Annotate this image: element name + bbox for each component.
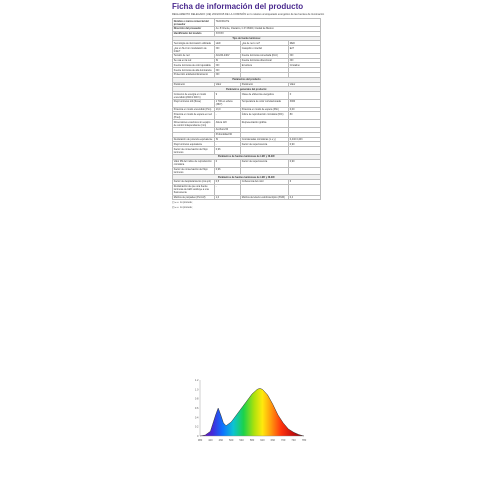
table-row — [173, 167, 321, 175]
table-cell — [241, 184, 289, 195]
table-cell: Parámetro — [173, 82, 215, 87]
table-cell: - — [215, 112, 241, 120]
table-cell — [289, 120, 321, 128]
table-row — [173, 195, 321, 200]
table-row — [173, 112, 321, 120]
table-cell: Parámetros del producto — [173, 77, 321, 82]
table-cell: Índice de reproducción cromática (IRC) — [241, 112, 289, 120]
table-cell: AC220-240V — [215, 53, 241, 58]
table-cell: NO — [215, 63, 241, 68]
table-cell: Se usa en la red — [173, 58, 215, 63]
table-cell: 0,5 — [215, 180, 241, 185]
y-tick-label: 0.6 — [194, 407, 199, 410]
x-tick-label: 620 — [260, 439, 265, 442]
table-cell: Parámetro — [241, 82, 289, 87]
table-cell: Identificador del modelo — [173, 31, 215, 36]
x-tick-label: 460 — [218, 439, 223, 442]
x-tick-label: 500 — [229, 439, 234, 442]
table-cell: Nombre o marca comercial del proveedor — [173, 19, 215, 27]
table-cell: Valor — [289, 82, 321, 87]
table-cell — [289, 167, 321, 175]
table-row — [173, 147, 321, 155]
table-cell: NO — [215, 46, 241, 54]
table-cell: Fuente luminosa direccional — [241, 58, 289, 63]
table-cell: ¿Es un SLU sin modulación de brillo? — [173, 46, 215, 54]
table-cell: Métrica de parpadeo (Pst LM) — [173, 195, 215, 200]
table-cell: Casquillo o interfaz — [241, 46, 289, 54]
table-row — [173, 92, 321, 100]
table-cell: Dimensiones exteriores sin equipo de control independiente (mm) — [173, 120, 215, 128]
y-tick-label: 0.4 — [194, 416, 199, 420]
table-cell: 0,90 — [289, 159, 321, 167]
table-cell: SÍ — [215, 58, 241, 63]
table-cell: Temperatura de color correlacionada — [241, 99, 289, 107]
table-cell: 0,96 — [215, 147, 241, 155]
product-information-sheet — [172, 2, 328, 209]
table-cell: Métrica del efecto estroboscópico (SVM) — [241, 195, 289, 200]
table-cell: LED — [215, 41, 241, 46]
table-row — [173, 184, 321, 195]
y-tick-label: 1.0 — [194, 388, 199, 392]
table-cell: SÍ — [215, 137, 241, 142]
table-cell: Dirección del proveedor — [173, 26, 215, 31]
table-cell: Clase de eficiencia energética — [241, 92, 289, 100]
table-cell: E27 — [289, 46, 321, 54]
table-cell: F — [289, 92, 321, 100]
footnote: (²) «-»: no procede; — [172, 205, 193, 209]
table-cell: - — [215, 142, 241, 147]
table-cell: Potencia en modo de espera (Psb) — [241, 107, 289, 112]
x-tick-label: 580 — [249, 439, 255, 442]
table-cell: 3000 — [289, 99, 321, 107]
sheet-title: Ficha de información del producto — [172, 2, 304, 11]
table-cell: Tipo de fuente luminosa: — [173, 36, 321, 41]
x-tick-label: 540 — [239, 439, 244, 442]
table-cell: Cristalino — [289, 63, 321, 68]
table-cell: RED — [289, 41, 321, 46]
table-row — [173, 159, 321, 167]
table-cell: Parámetros de fuentes luminosas de LED y OLED: — [173, 175, 321, 180]
table-row — [173, 19, 321, 27]
table-cell: Factor de conservación del flujo luminoso — [173, 167, 215, 175]
x-tick-label: 700 — [281, 439, 286, 442]
table-cell: 9 — [215, 92, 241, 100]
y-tick-label: 0.2 — [194, 425, 199, 429]
table-cell: Parámetros generales del producto: — [173, 87, 321, 92]
table-cell: Factor de desplazamiento (cos φ1) — [173, 180, 215, 185]
table-cell: Flujo luminoso equivalente — [173, 142, 215, 147]
table-cell: 0,440 0,403 — [289, 137, 321, 142]
table-cell: Flujo luminoso útil (Φuse) — [173, 99, 215, 107]
x-tick-label: 660 — [270, 439, 275, 442]
table-cell: Anchura 60 — [215, 128, 241, 133]
table-cell: 80 — [289, 112, 321, 120]
regulation-text: REGLAMENTO DELEGADO (UE) 2019/2015 DE LA COMISIÓN en lo relativo al etiquetado energético de las fuentes de iluminación — [172, 13, 325, 16]
table-cell: Factor de conservación del flujo luminoso — [173, 147, 215, 155]
table-cell: Altura 120 — [215, 120, 241, 128]
table-cell: 0,00 — [289, 107, 321, 112]
table-cell: 0,4 — [289, 195, 321, 200]
table-cell: Coherencia del color — [241, 180, 289, 185]
table-cell: Parámetros de fuentes luminosas de LED y OLED: — [173, 154, 321, 159]
table-cell: Factor de supervivencia — [241, 159, 289, 167]
table-cell: Envoltura — [241, 63, 289, 68]
table-cell: ¿Es de red o no? — [241, 41, 289, 46]
table-row — [173, 99, 321, 107]
table-cell: Representación gráfica — [241, 120, 289, 128]
table-cell: 0,90 — [289, 142, 321, 147]
table-cell: Factor de supervivencia — [241, 142, 289, 147]
table-cell — [241, 167, 289, 175]
table-cell: Reclamación de que una fuente luminosa de LED sustituye a una fluorescente — [173, 184, 215, 195]
table-cell: Fuente luminosa de alta luminancia — [173, 68, 215, 73]
table-cell: 0,96 — [215, 167, 241, 175]
table-cell: Consumo de energía en modo encendido (kWh/1 000 h) — [173, 92, 215, 100]
table-cell: Av. 8 Oriente, Iztacalco, C.P. 08400, Ciudad de México — [215, 26, 321, 31]
table-cell: NO — [289, 58, 321, 63]
table-cell — [289, 147, 321, 155]
table-cell: NO — [215, 73, 241, 78]
table-cell: TECNOLITE — [215, 19, 321, 27]
y-tick-label: 1.2 — [194, 379, 199, 382]
y-tick-label: 0 — [197, 435, 199, 438]
table-cell: Potencia en modo encendido (Pon) — [173, 107, 215, 112]
table-cell: Declaración de potencia equivalente — [173, 137, 215, 142]
x-tick-label: 780 — [301, 439, 307, 442]
table-cell: 1,0 — [215, 195, 241, 200]
table-cell: Profundidad 60 — [215, 132, 241, 137]
table-cell: - — [215, 184, 241, 195]
x-tick-label: 380 — [197, 439, 203, 442]
table-row — [173, 120, 321, 128]
table-cell: 0 — [215, 159, 241, 167]
footnotes — [172, 201, 328, 208]
table-cell: NO — [289, 53, 321, 58]
table-cell: Tensión de red — [173, 53, 215, 58]
footnote: (¹) «-»: no procede; — [172, 201, 193, 205]
table-cell: Potencia en modo de espera en red (Pnet) — [173, 112, 215, 120]
table-cell: 1 700 en esfera (360°) — [215, 99, 241, 107]
table-cell: Coordenadas cromáticas (x e y) — [241, 137, 289, 142]
table-cell: Valor R9 del índice de reproducción cromática — [173, 159, 215, 167]
table-cell: XXXXX — [215, 31, 321, 36]
product-table — [172, 18, 321, 200]
table-cell: Protección antideslumbramiento — [173, 73, 215, 78]
table-cell — [289, 184, 321, 195]
table-cell: Tecnología de iluminación utilizada — [173, 41, 215, 46]
table-row — [173, 46, 321, 54]
table-cell: 6 — [289, 180, 321, 185]
table-cell: 13,0 — [215, 107, 241, 112]
x-tick-label: 420 — [208, 439, 213, 442]
x-tick-label: 740 — [291, 439, 296, 442]
table-cell: Fuente luminosa de color ajustable — [173, 63, 215, 68]
table-cell: Fuente luminosa conectada (FLC) — [241, 53, 289, 58]
y-tick-label: 0.8 — [194, 397, 199, 401]
spectral-power-chart — [186, 374, 310, 446]
table-cell: NO — [215, 68, 241, 73]
table-cell — [241, 147, 289, 155]
table-cell: Valor — [215, 82, 241, 87]
